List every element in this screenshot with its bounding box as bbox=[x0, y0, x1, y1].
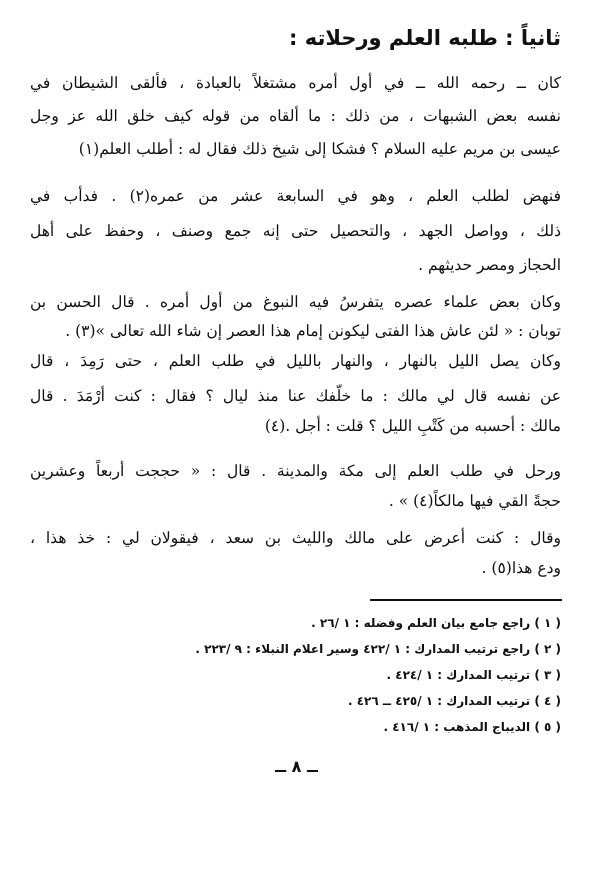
body-line: عيسى بن مريم عليه السلام ؟ فشكا إلى شيخ ذلك فقال له : أطلب العلم(١) bbox=[78, 140, 561, 158]
body-line: وقال : كنت أعرض على مالك والليث بن سعد ، فيقولان لي : خذ هذا ، bbox=[30, 529, 561, 547]
footnote: ( ٣ ) ترتيب المدارك : ١ /٤٢٤ . bbox=[386, 668, 561, 682]
page-number: ــ ٨ ــ bbox=[275, 757, 318, 776]
body-line: توبان : « لئن عاش هذا الفتى ليكونن إمام هذا العصر إن شاء الله تعالى »(٣) . bbox=[65, 322, 561, 340]
body-line: وكان بعض علماء عصره يتفرسُ فيه النبوغ من أول أمره . قال الحسن بن bbox=[30, 293, 561, 311]
body-line: ودع هذا(٥) . bbox=[481, 559, 561, 577]
footnote: ( ٥ ) الديباج المذهب : ١ /٤١٦ . bbox=[383, 720, 561, 734]
body-line: مالك : أحسبه من كَتْبِ الليل ؟ قلت : أجل .(٤) bbox=[264, 417, 561, 435]
body-line: فنهض لطلب العلم ، وهو في السابعة عشر من عمره(٢) . فدأب في bbox=[30, 187, 561, 205]
body-line: عن نفسه قال لي مالك : ما خلّفك عنا منذ ليال ؟ فقال : كنت أرْمَدَ . قال bbox=[30, 387, 561, 405]
body-line: ذلك ، وواصل الجهد ، والتحصيل حتى إنه جمع وصنف ، وحفظ على أهل bbox=[30, 222, 561, 240]
body-line: حجةً القي فيها مالكاً(٤) » . bbox=[388, 492, 561, 510]
footnote: ( ٢ ) راجع ترتيب المدارك : ١ /٤٢٢ وسير اعلام النبلاء : ٩ /٢٢٣ . bbox=[195, 642, 561, 656]
section-heading: ثانياً : طلبه العلم ورحلاته : bbox=[289, 26, 561, 50]
footnote-separator bbox=[370, 599, 562, 601]
footnote: ( ٤ ) ترتيب المدارك : ١ /٤٢٥ ــ ٤٢٦ . bbox=[347, 694, 561, 708]
body-line: كان ــ رحمه الله ــ في أول أمره مشتغلاً بالعبادة ، فألقى الشيطان في bbox=[30, 74, 561, 92]
body-line: نفسه بعض الشبهات ، من ذلك : ما ألقاه من قوله كيف خلق الله عز وجل bbox=[30, 107, 561, 125]
body-line: وكان يصل الليل بالنهار ، والنهار بالليل في طلب العلم ، حتى رَمِدَ ، قال bbox=[30, 352, 561, 370]
footnote: ( ١ ) راجع جامع بيان العلم وفضله : ١ /٢٦ . bbox=[311, 616, 561, 630]
body-line: الحجاز ومصر حديثهم . bbox=[418, 256, 561, 274]
body-line: ورحل في طلب العلم إلى مكة والمدينة . قال : « حججت أربعاً وعشرين bbox=[30, 462, 561, 480]
